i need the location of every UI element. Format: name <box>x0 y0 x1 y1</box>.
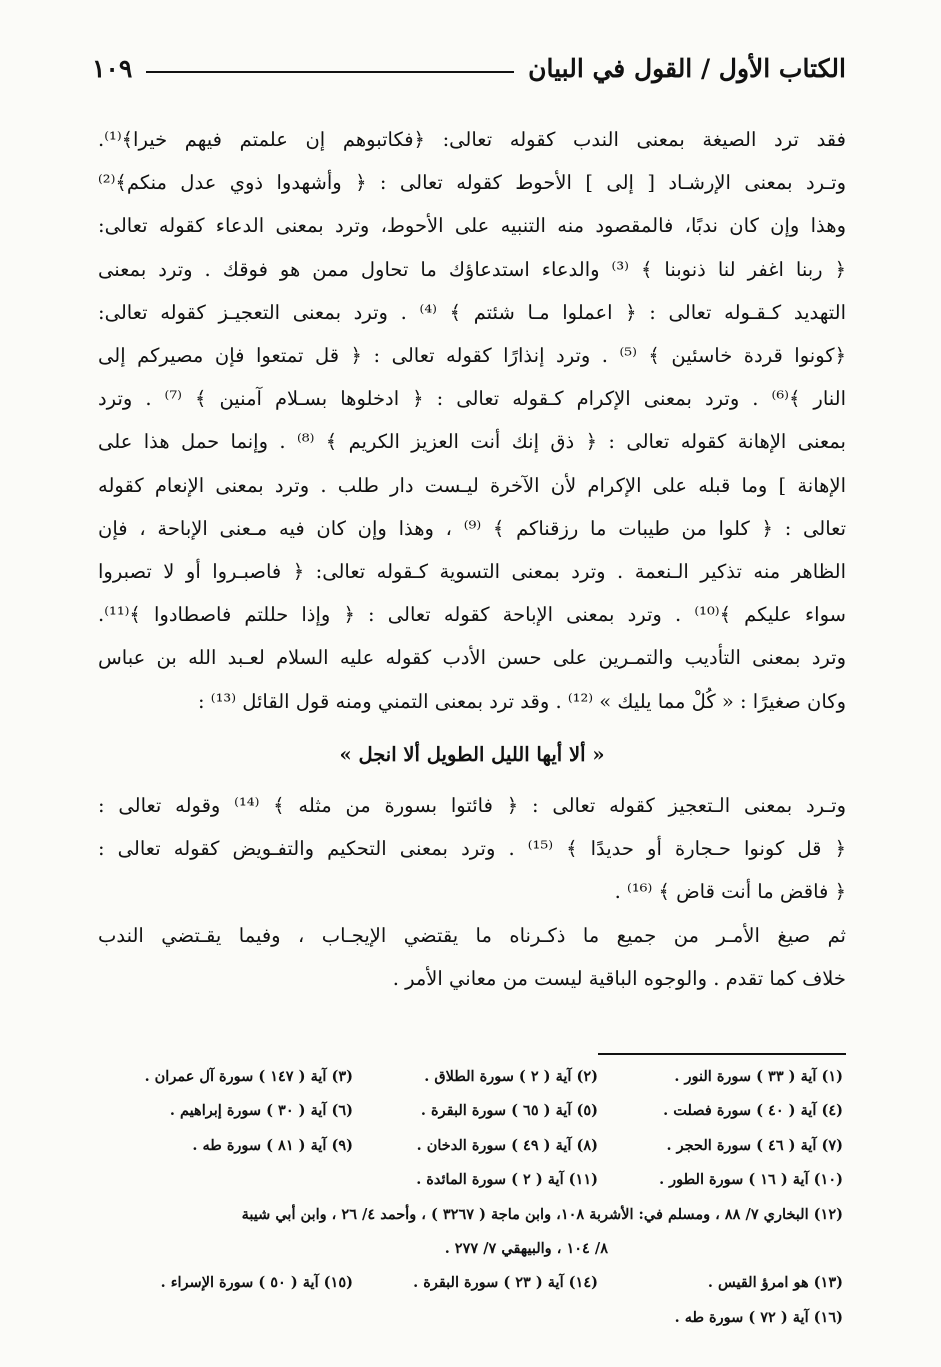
text-line: ﴿كونوا قردة خاسئين ﴾ ⁽⁵⁾ . وترد إنذارًا كقوله تعالى : ﴿ قل تمتعوا فإن مصيركم إلى <box>98 344 846 368</box>
header-title: الكتاب الأول / القول في البيان <box>528 53 846 83</box>
text-line: وهذا وإن كان ندبًا، فالمقصود منه التنبيه على الأحوط، وترد بمعنى الدعاء كقوله تعالى: <box>98 214 846 238</box>
footnote: (٧) آية ( ٤٦ ) سورة الحجر . <box>666 1136 843 1154</box>
footnote: (١٠) آية ( ١٦ ) سورة الطور . <box>659 1171 843 1189</box>
footnote-row <box>98 1266 843 1300</box>
text-line: ﴿ فاقض ما أنت قاض ﴾ ⁽¹⁶⁾ . <box>614 880 846 904</box>
text-line: تعالى : ﴿ كلوا من طيبات ما رزقناكم ﴾ ⁽⁹⁾ ، وهذا وإن كان فيه مـعنى الإباحة ، فإن <box>98 516 846 540</box>
footnote-row <box>98 1129 843 1163</box>
footnote: (١١) آية ( ٢ ) سورة المائدة . <box>416 1171 598 1189</box>
text-line: خلاف كما تقدم . والوجوه الباقية ليست من معاني الأمر . <box>392 966 846 990</box>
footnote-12-continuation: ٨/ ١٠٤ ، والبيهقي ٧/ ٢٧٧ . <box>444 1240 608 1258</box>
text-line: فقد ترد الصيغة بمعنى الندب كقوله تعالى: ﴿فكاتبوهم إن علمتم فيهم خيرا﴾⁽¹⁾. <box>98 128 846 151</box>
footnote: (١) آية ( ٣٣ ) سورة النور . <box>674 1068 843 1085</box>
footnote-16: (١٦) آية ( ٧٢ ) سورة طه . <box>674 1308 843 1326</box>
footnote: (٦) آية ( ٣٠ ) سورة إبراهيم . <box>169 1102 353 1120</box>
footnotes <box>98 1060 843 1335</box>
poetry-verse: « ألا أيها الليل الطويل ألا انجل » <box>339 742 605 766</box>
header-rule <box>146 71 514 73</box>
page-number: ١٠٩ <box>92 53 133 83</box>
text-line: وترد بمعنى التأديب والتمـرين على حسن الأدب كقوله عليه السلام لعـبد الله بن عباس <box>98 646 846 670</box>
footnote-12: (١٢) البخاري ٧/ ٨٨ ، ومسلم في: الأشربة ١٠٨، وابن ماجة ( ٣٢٦٧ ) ، وأحمد ٤/ ٢٦ ، وابن أبي شيبة <box>241 1205 843 1223</box>
paragraph-3 <box>98 914 846 1000</box>
footnote: (٣) آية ( ١٤٧ ) سورة آل عمران . <box>144 1068 353 1085</box>
text-line: الظاهر منه تذكير الـنعمة . وترد بمعنى التسوية كـقوله تعالى: ﴿ فاصبـروا أو لا تصبروا <box>98 560 846 584</box>
footnote: (٤) آية ( ٤٠ ) سورة فصلت . <box>663 1102 843 1120</box>
main-text <box>98 118 846 1000</box>
text-line: بمعنى الإهانة كقوله تعالى : ﴿ ذق إنك أنت العزيز الكريم ﴾ ⁽⁸⁾ . وإنما حمل هذا على <box>98 430 846 454</box>
text-line: ﴿ ربنا اغفر لنا ذنوبنا ﴾ ⁽³⁾ والدعاء استدعاؤك ما تحاول ممن هو فوقك . وترد بمعنى <box>98 257 846 281</box>
footnote-row <box>98 1060 843 1094</box>
footnote: (٢) آية ( ٢ ) سورة الطلاق . <box>424 1068 598 1085</box>
footnote-row <box>98 1094 843 1128</box>
footnote: (٩) آية ( ٨١ ) سورة طه . <box>192 1136 353 1154</box>
text-line: ثم صيغ الأمـر من جميع ما ذكـرناه ما يقتضي الإيجـاب ، وفيما يقـتضي الندب <box>98 923 846 947</box>
text-line: الإهانة ] وما قبله على الإكرام لأن الآخرة ليـست دار طلب . وترد بمعنى الإنعام كقوله <box>98 473 846 497</box>
footnote-separator <box>598 1053 846 1055</box>
text-line: سواء عليكم ﴾⁽¹⁰⁾ . وترد بمعنى الإباحة كقوله تعالى : ﴿ وإذا حللتم فاصطادوا ﴾⁽¹¹⁾. <box>98 603 846 627</box>
paragraph-1 <box>98 118 846 723</box>
text-line: وتـرد بمعنى الـتعجيز كقوله تعالى : ﴿ فائتوا بسورة من مثله ﴾ ⁽¹⁴⁾ وقوله تعالى : <box>98 794 846 818</box>
text-line: ﴿ قل كونوا حـجارة أو حديدًا ﴾ ⁽¹⁵⁾ . وترد بمعنى التحكيم والتفـويض كقوله تعالى : <box>98 837 846 861</box>
footnote: (٨) آية ( ٤٩ ) سورة الدخان . <box>416 1136 598 1154</box>
footnote-row <box>98 1163 843 1197</box>
footnote: (١٤) آية ( ٢٣ ) سورة البقرة . <box>413 1274 598 1292</box>
paragraph-2 <box>98 784 846 914</box>
footnote: (١٥) آية ( ٥٠ ) سورة الإسراء . <box>160 1274 353 1292</box>
footnote: (٥) آية ( ٦٥ ) سورة البقرة . <box>420 1102 598 1120</box>
text-line: التهديد كـقـوله تعالى : ﴿ اعملوا مـا شئتم ﴾ ⁽⁴⁾ . وترد بمعنى التعجيـز كقوله تعالى: <box>98 300 846 324</box>
text-line: وتـرد بمعنى الإرشـاد [ إلى ] الأحوط كقوله تعالى : ﴿ وأشهدوا ذوي عدل منكم﴾⁽²⁾ <box>98 171 846 195</box>
running-header <box>92 44 846 92</box>
footnote: (١٣) هو امرؤ القيس . <box>707 1274 843 1292</box>
text-line: وكان صغيرًا : « كُلْ مما يليك » ⁽¹²⁾ . وقد ترد بمعنى التمني ومنه قول القائل ⁽¹³⁾ : <box>198 689 846 713</box>
text-line: النار ﴾⁽⁶⁾ . وترد بمعنى الإكرام كـقوله تعالى : ﴿ ادخلوها بسـلام آمنين ﴾ ⁽⁷⁾ . وترد <box>98 387 846 411</box>
